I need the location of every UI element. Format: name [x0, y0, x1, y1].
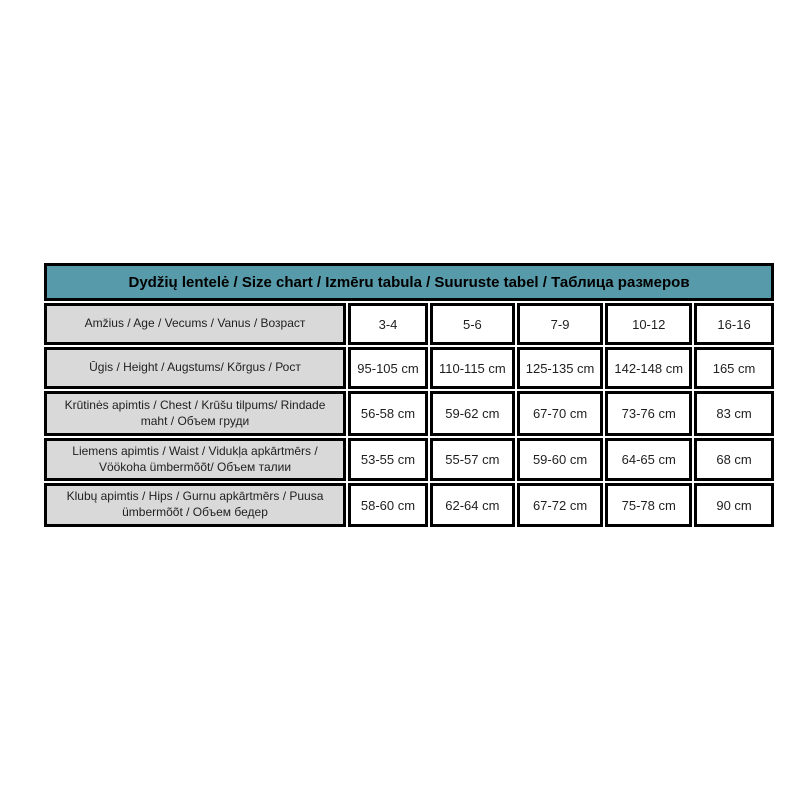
height-value-5: 165 cm — [694, 347, 774, 389]
hips-value-4: 75-78 cm — [605, 483, 692, 527]
chest-value-1: 56-58 cm — [348, 391, 428, 436]
waist-value-1: 53-55 cm — [348, 438, 428, 481]
size-chart-table — [42, 261, 776, 529]
table-row-chest — [44, 391, 774, 436]
height-value-2: 110-115 cm — [430, 347, 515, 389]
waist-value-5: 68 cm — [694, 438, 774, 481]
height-value-4: 142-148 cm — [605, 347, 692, 389]
chest-value-2: 59-62 cm — [430, 391, 515, 436]
table-row-age — [44, 303, 774, 345]
chest-value-5: 83 cm — [694, 391, 774, 436]
size-chart-header-row — [44, 263, 774, 301]
hips-value-1: 58-60 cm — [348, 483, 428, 527]
height-value-3: 125-135 cm — [517, 347, 604, 389]
waist-value-2: 55-57 cm — [430, 438, 515, 481]
hips-value-2: 62-64 cm — [430, 483, 515, 527]
table-row-waist — [44, 438, 774, 481]
waist-value-4: 64-65 cm — [605, 438, 692, 481]
chest-value-4: 73-76 cm — [605, 391, 692, 436]
waist-value-3: 59-60 cm — [517, 438, 604, 481]
age-value-5: 16-16 — [694, 303, 774, 345]
row-label-hips: Klubų apimtis / Hips / Gurnu apkārtmērs / Puusa ümbermõõt / Объем бедер — [44, 483, 346, 527]
age-value-2: 5-6 — [430, 303, 515, 345]
height-value-1: 95-105 cm — [348, 347, 428, 389]
row-label-height: Ūgis / Height / Augstums/ Kõrgus / Рост — [44, 347, 346, 389]
row-label-waist: Liemens apimtis / Waist / Vidukļa apkārtmērs / Vöökoha ümbermõõt/ Объем талии — [44, 438, 346, 481]
table-row-height — [44, 347, 774, 389]
size-chart-title: Dydžių lentelė / Size chart / Izmēru tabula / Suuruste tabel / Таблица размеров — [44, 263, 774, 301]
age-value-4: 10-12 — [605, 303, 692, 345]
age-value-3: 7-9 — [517, 303, 604, 345]
chest-value-3: 67-70 cm — [517, 391, 604, 436]
table-row-hips — [44, 483, 774, 527]
hips-value-5: 90 cm — [694, 483, 774, 527]
hips-value-3: 67-72 cm — [517, 483, 604, 527]
age-value-1: 3-4 — [348, 303, 428, 345]
row-label-age: Amžius / Age / Vecums / Vanus / Возраст — [44, 303, 346, 345]
row-label-chest: Krūtinės apimtis / Chest / Krūšu tilpums/ Rindade maht / Объем груди — [44, 391, 346, 436]
